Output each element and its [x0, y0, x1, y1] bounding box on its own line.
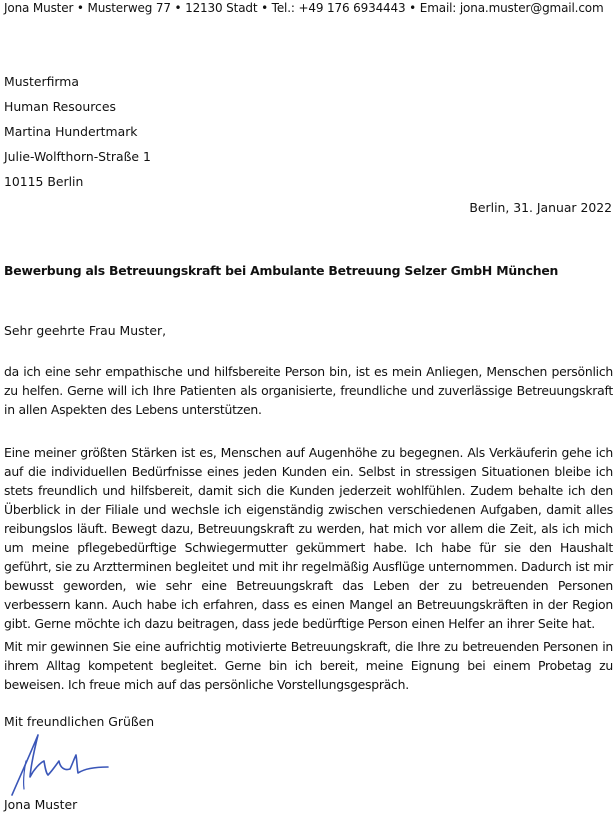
- recipient-city: 10115 Berlin: [4, 174, 84, 189]
- letter-date: Berlin, 31. Januar 2022: [469, 200, 612, 215]
- body-paragraph-3: Mit mir gewinnen Sie eine aufrichtig motivierte Betreuungskraft, die Ihre zu betreuenden Personen in ihrem Alltag kompetent begleitet. Gerne bin ich bereit, meine Eignung bei einem Probetag zu beweisen. Ich freue mich auf das persönliche Vorstellungsgespräch.: [4, 639, 613, 692]
- handwritten-signature: [4, 729, 114, 799]
- signature-stroke: [12, 735, 108, 795]
- recipient-street: Julie-Wolfthorn-Straße 1: [4, 149, 151, 164]
- salutation: Sehr geehrte Frau Muster,: [4, 323, 167, 338]
- sender-line: Jona Muster • Musterweg 77 • 12130 Stadt • Tel.: +49 176 6934443 • Email: jona.muster@gmail.com: [4, 1, 604, 15]
- letter-subject: Bewerbung als Betreuungskraft bei Ambulante Betreuung Selzer GmbH München: [4, 263, 559, 278]
- closing-phrase: Mit freundlichen Grüßen: [4, 714, 155, 729]
- signer-name: Jona Muster: [4, 797, 78, 812]
- body-paragraph-1: da ich eine sehr empathische und hilfsbereite Person bin, ist es mein Anliegen, Menschen persönlich zu helfen. Gerne will ich Ihre Patienten als organisierte, freundliche und zuverlässige Betreuungskraft in allen Aspekten des Lebens unterstützen.: [4, 364, 613, 417]
- recipient-department: Human Resources: [4, 99, 116, 114]
- recipient-person: Martina Hundertmark: [4, 124, 138, 139]
- signature-stroke-secondary: [24, 761, 26, 789]
- body-paragraph-2: Eine meiner größten Stärken ist es, Menschen auf Augenhöhe zu begegnen. Als Verkäuferin gehe ich auf die individuellen Bedürfnisse eines jeden Kunden ein. Selbst in stressigen Situationen bleibe ich stets freundlich und hilfsbereit, damit sich die Kunden jederzeit wohlfühlen. Zudem behalte ich den Überblick in der Filiale und wechsle ich eigenständig zwischen verschiedenen Aufgaben, damit alles reibungslos läuft. Bewegt dazu, Betreuungskraft zu werden, hat mich vor allem die Zeit, als ich mich um meine pflegebedürftige Schwiegermutter gekümmert habe. Ich habe für sie den Haushalt geführt, sie zu Arztterminen begleitet und mit ihr regelmäßig Ausflüge unternommen. Dadurch ist mir bewusst geworden, wie sehr eine Betreuungskraft das Leben der zu betreuenden Personen verbessern kann. Auch habe ich erfahren, dass es einen Mangel an Betreuungskräften in der Region gibt. Gerne möchte ich dazu beitragen, dass jede bedürftige Person einen Helfer an ihrer Seite hat.: [4, 445, 613, 631]
- recipient-address: [4, 73, 304, 198]
- recipient-company: Musterfirma: [4, 74, 79, 89]
